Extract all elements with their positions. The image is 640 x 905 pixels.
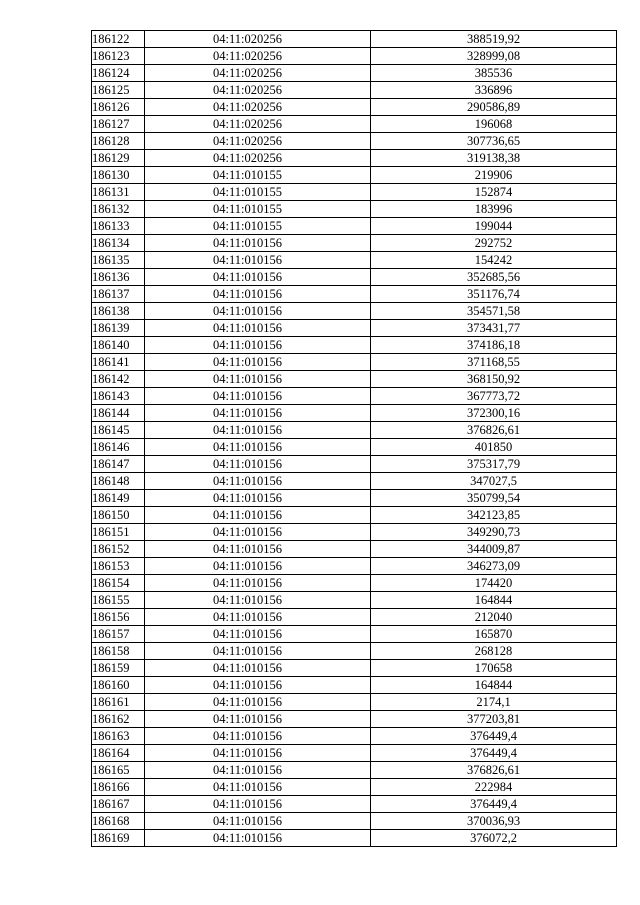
- value-cell: 165870: [371, 626, 617, 643]
- cadastral-code-text: 04:11:010156: [213, 304, 282, 318]
- table-row: [92, 422, 617, 439]
- table-row: [92, 456, 617, 473]
- cadastral-code-cell: [145, 31, 371, 48]
- table-row: [92, 473, 617, 490]
- table-row: [92, 31, 617, 48]
- cadastral-code-text: 04:11:010156: [213, 474, 282, 488]
- cadastral-code-cell: [145, 728, 371, 745]
- value-cell: 401850: [371, 439, 617, 456]
- table-row: [92, 643, 617, 660]
- table-row: [92, 405, 617, 422]
- value-cell: 352685,56: [371, 269, 617, 286]
- table-body: [92, 31, 617, 847]
- cadastral-code-cell: [145, 626, 371, 643]
- cadastral-code-text: 04:11:010156: [213, 559, 282, 573]
- cadastral-code-cell: [145, 592, 371, 609]
- table-row: [92, 762, 617, 779]
- row-id-cell: 186127: [92, 116, 145, 133]
- value-cell: 346273,09: [371, 558, 617, 575]
- value-cell: 371168,55: [371, 354, 617, 371]
- table-row: [92, 337, 617, 354]
- cadastral-code-cell: [145, 48, 371, 65]
- row-id-cell: 186161: [92, 694, 145, 711]
- cadastral-code-text: 04:11:010155: [213, 185, 282, 199]
- cadastral-code-text: 04:11:010155: [213, 202, 282, 216]
- table-row: [92, 439, 617, 456]
- cadastral-code-text: 04:11:010156: [213, 678, 282, 692]
- cadastral-code-cell: [145, 762, 371, 779]
- cadastral-code-text: 04:11:010156: [213, 457, 282, 471]
- row-id-cell: 186148: [92, 473, 145, 490]
- cadastral-code-text: 04:11:010156: [213, 712, 282, 726]
- table-row: [92, 235, 617, 252]
- cadastral-code-text: 04:11:010156: [213, 746, 282, 760]
- cadastral-code-cell: [145, 150, 371, 167]
- cadastral-code-text: 04:11:020256: [213, 83, 282, 97]
- table-row: [92, 490, 617, 507]
- row-id-cell: 186142: [92, 371, 145, 388]
- cadastral-code-text: 04:11:010156: [213, 423, 282, 437]
- cadastral-code-text: 04:11:020256: [213, 49, 282, 63]
- cadastral-code-cell: [145, 133, 371, 150]
- cadastral-code-text: 04:11:010156: [213, 610, 282, 624]
- value-cell: 336896: [371, 82, 617, 99]
- row-id-cell: 186152: [92, 541, 145, 558]
- row-id-cell: 186159: [92, 660, 145, 677]
- table-row: [92, 82, 617, 99]
- value-cell: 290586,89: [371, 99, 617, 116]
- cadastral-code-text: 04:11:020256: [213, 134, 282, 148]
- value-cell: 375317,79: [371, 456, 617, 473]
- table-row: [92, 711, 617, 728]
- cadastral-code-cell: [145, 694, 371, 711]
- table-row: [92, 558, 617, 575]
- cadastral-code-text: 04:11:010156: [213, 389, 282, 403]
- cadastral-code-text: 04:11:010156: [213, 372, 282, 386]
- cadastral-code-cell: [145, 507, 371, 524]
- cadastral-code-cell: [145, 830, 371, 847]
- table-row: [92, 201, 617, 218]
- cadastral-code-cell: [145, 677, 371, 694]
- table-row: [92, 626, 617, 643]
- row-id-cell: 186140: [92, 337, 145, 354]
- table-row: [92, 524, 617, 541]
- cadastral-code-cell: [145, 286, 371, 303]
- row-id-cell: 186133: [92, 218, 145, 235]
- value-cell: 377203,81: [371, 711, 617, 728]
- cadastral-code-cell: [145, 82, 371, 99]
- row-id-cell: 186123: [92, 48, 145, 65]
- row-id-cell: 186124: [92, 65, 145, 82]
- value-cell: 376072,2: [371, 830, 617, 847]
- cadastral-code-text: 04:11:020256: [213, 32, 282, 46]
- row-id-cell: 186141: [92, 354, 145, 371]
- table-row: [92, 65, 617, 82]
- table-row: [92, 507, 617, 524]
- table-row: [92, 167, 617, 184]
- cadastral-code-text: 04:11:020256: [213, 117, 282, 131]
- value-cell: 376449,4: [371, 728, 617, 745]
- table-row: [92, 99, 617, 116]
- cadastral-code-text: 04:11:010156: [213, 729, 282, 743]
- value-cell: 154242: [371, 252, 617, 269]
- table-row: [92, 48, 617, 65]
- cadastral-code-text: 04:11:010156: [213, 593, 282, 607]
- cadastral-code-text: 04:11:010155: [213, 219, 282, 233]
- cadastral-code-text: 04:11:010156: [213, 236, 282, 250]
- table-row: [92, 609, 617, 626]
- row-id-cell: 186145: [92, 422, 145, 439]
- row-id-cell: 186134: [92, 235, 145, 252]
- cadastral-code-cell: [145, 371, 371, 388]
- row-id-cell: 186155: [92, 592, 145, 609]
- value-cell: 152874: [371, 184, 617, 201]
- table-row: [92, 354, 617, 371]
- cadastral-code-cell: [145, 473, 371, 490]
- cadastral-code-text: 04:11:010156: [213, 406, 282, 420]
- row-id-cell: 186162: [92, 711, 145, 728]
- row-id-cell: 186167: [92, 796, 145, 813]
- cadastral-code-cell: [145, 422, 371, 439]
- value-cell: 349290,73: [371, 524, 617, 541]
- value-cell: 307736,65: [371, 133, 617, 150]
- data-table: [91, 30, 617, 847]
- table-row: [92, 694, 617, 711]
- table-row: [92, 133, 617, 150]
- value-cell: 319138,38: [371, 150, 617, 167]
- row-id-cell: 186129: [92, 150, 145, 167]
- table-row: [92, 218, 617, 235]
- table-row: [92, 728, 617, 745]
- row-id-cell: 186158: [92, 643, 145, 660]
- cadastral-code-cell: [145, 252, 371, 269]
- cadastral-code-cell: [145, 320, 371, 337]
- row-id-cell: 186165: [92, 762, 145, 779]
- row-id-cell: 186130: [92, 167, 145, 184]
- row-id-cell: 186125: [92, 82, 145, 99]
- cadastral-code-cell: [145, 711, 371, 728]
- cadastral-code-text: 04:11:010155: [213, 168, 282, 182]
- row-id-cell: 186168: [92, 813, 145, 830]
- row-id-cell: 186151: [92, 524, 145, 541]
- row-id-cell: 186128: [92, 133, 145, 150]
- cadastral-code-text: 04:11:010156: [213, 270, 282, 284]
- cadastral-code-text: 04:11:010156: [213, 627, 282, 641]
- cadastral-code-text: 04:11:010156: [213, 576, 282, 590]
- cadastral-code-cell: [145, 558, 371, 575]
- value-cell: 354571,58: [371, 303, 617, 320]
- table-row: [92, 813, 617, 830]
- table-row: [92, 660, 617, 677]
- row-id-cell: 186135: [92, 252, 145, 269]
- value-cell: 199044: [371, 218, 617, 235]
- value-cell: 376449,4: [371, 745, 617, 762]
- row-id-cell: 186136: [92, 269, 145, 286]
- row-id-cell: 186164: [92, 745, 145, 762]
- row-id-cell: 186146: [92, 439, 145, 456]
- row-id-cell: 186157: [92, 626, 145, 643]
- value-cell: 212040: [371, 609, 617, 626]
- cadastral-code-cell: [145, 184, 371, 201]
- cadastral-code-cell: [145, 439, 371, 456]
- value-cell: 367773,72: [371, 388, 617, 405]
- row-id-cell: 186138: [92, 303, 145, 320]
- row-id-cell: 186166: [92, 779, 145, 796]
- row-id-cell: 186144: [92, 405, 145, 422]
- value-cell: 344009,87: [371, 541, 617, 558]
- value-cell: 2174,1: [371, 694, 617, 711]
- cadastral-code-text: 04:11:020256: [213, 100, 282, 114]
- cadastral-code-text: 04:11:010156: [213, 491, 282, 505]
- cadastral-code-text: 04:11:010156: [213, 321, 282, 335]
- cadastral-code-text: 04:11:010156: [213, 253, 282, 267]
- table-row: [92, 150, 617, 167]
- cadastral-code-cell: [145, 269, 371, 286]
- cadastral-code-cell: [145, 354, 371, 371]
- cadastral-code-text: 04:11:010156: [213, 661, 282, 675]
- table-row: [92, 388, 617, 405]
- value-cell: 174420: [371, 575, 617, 592]
- cadastral-code-text: 04:11:010156: [213, 780, 282, 794]
- cadastral-code-text: 04:11:010156: [213, 338, 282, 352]
- row-id-cell: 186132: [92, 201, 145, 218]
- cadastral-code-cell: [145, 235, 371, 252]
- cadastral-code-text: 04:11:020256: [213, 66, 282, 80]
- value-cell: 376826,61: [371, 422, 617, 439]
- cadastral-code-text: 04:11:010156: [213, 355, 282, 369]
- table-row: [92, 184, 617, 201]
- value-cell: 370036,93: [371, 813, 617, 830]
- cadastral-code-cell: [145, 524, 371, 541]
- value-cell: 164844: [371, 677, 617, 694]
- table-row: [92, 286, 617, 303]
- row-id-cell: 186150: [92, 507, 145, 524]
- cadastral-code-text: 04:11:010156: [213, 525, 282, 539]
- value-cell: 372300,16: [371, 405, 617, 422]
- value-cell: 350799,54: [371, 490, 617, 507]
- table-row: [92, 252, 617, 269]
- cadastral-code-cell: [145, 405, 371, 422]
- table-row: [92, 796, 617, 813]
- cadastral-code-cell: [145, 575, 371, 592]
- cadastral-code-cell: [145, 456, 371, 473]
- cadastral-code-cell: [145, 813, 371, 830]
- table-row: [92, 371, 617, 388]
- table-row: [92, 677, 617, 694]
- cadastral-code-cell: [145, 660, 371, 677]
- row-id-cell: 186154: [92, 575, 145, 592]
- value-cell: 373431,77: [371, 320, 617, 337]
- row-id-cell: 186147: [92, 456, 145, 473]
- row-id-cell: 186163: [92, 728, 145, 745]
- cadastral-code-cell: [145, 65, 371, 82]
- table-row: [92, 745, 617, 762]
- cadastral-code-text: 04:11:010156: [213, 508, 282, 522]
- cadastral-code-cell: [145, 796, 371, 813]
- value-cell: 374186,18: [371, 337, 617, 354]
- row-id-cell: 186126: [92, 99, 145, 116]
- value-cell: 196068: [371, 116, 617, 133]
- cadastral-code-cell: [145, 99, 371, 116]
- value-cell: 268128: [371, 643, 617, 660]
- value-cell: 292752: [371, 235, 617, 252]
- cadastral-code-cell: [145, 167, 371, 184]
- table-row: [92, 303, 617, 320]
- value-cell: 351176,74: [371, 286, 617, 303]
- cadastral-code-text: 04:11:010156: [213, 440, 282, 454]
- row-id-cell: 186169: [92, 830, 145, 847]
- row-id-cell: 186139: [92, 320, 145, 337]
- value-cell: 170658: [371, 660, 617, 677]
- cadastral-code-text: 04:11:010156: [213, 797, 282, 811]
- table-row: [92, 541, 617, 558]
- value-cell: 219906: [371, 167, 617, 184]
- cadastral-code-text: 04:11:010156: [213, 814, 282, 828]
- cadastral-code-text: 04:11:010156: [213, 831, 282, 845]
- value-cell: 347027,5: [371, 473, 617, 490]
- cadastral-code-cell: [145, 388, 371, 405]
- cadastral-code-cell: [145, 201, 371, 218]
- cadastral-code-cell: [145, 303, 371, 320]
- value-cell: 368150,92: [371, 371, 617, 388]
- row-id-cell: 186153: [92, 558, 145, 575]
- row-id-cell: 186156: [92, 609, 145, 626]
- cadastral-code-cell: [145, 609, 371, 626]
- cadastral-code-text: 04:11:010156: [213, 287, 282, 301]
- cadastral-code-text: 04:11:010156: [213, 763, 282, 777]
- value-cell: 385536: [371, 65, 617, 82]
- table-row: [92, 320, 617, 337]
- cadastral-code-cell: [145, 745, 371, 762]
- row-id-cell: 186137: [92, 286, 145, 303]
- table-row: [92, 269, 617, 286]
- cadastral-code-cell: [145, 541, 371, 558]
- table-row: [92, 116, 617, 133]
- table-row: [92, 575, 617, 592]
- value-cell: 376826,61: [371, 762, 617, 779]
- cadastral-code-cell: [145, 218, 371, 235]
- cadastral-code-cell: [145, 779, 371, 796]
- table-row: [92, 592, 617, 609]
- cadastral-code-cell: [145, 643, 371, 660]
- cadastral-code-text: 04:11:010156: [213, 695, 282, 709]
- cadastral-code-text: 04:11:010156: [213, 644, 282, 658]
- cadastral-code-cell: [145, 337, 371, 354]
- cadastral-code-cell: [145, 490, 371, 507]
- value-cell: 222984: [371, 779, 617, 796]
- value-cell: 388519,92: [371, 31, 617, 48]
- value-cell: 376449,4: [371, 796, 617, 813]
- row-id-cell: 186131: [92, 184, 145, 201]
- table-row: [92, 779, 617, 796]
- value-cell: 183996: [371, 201, 617, 218]
- value-cell: 164844: [371, 592, 617, 609]
- cadastral-code-cell: [145, 116, 371, 133]
- row-id-cell: 186122: [92, 31, 145, 48]
- value-cell: 342123,85: [371, 507, 617, 524]
- row-id-cell: 186143: [92, 388, 145, 405]
- cadastral-code-text: 04:11:020256: [213, 151, 282, 165]
- row-id-cell: 186149: [92, 490, 145, 507]
- value-cell: 328999,08: [371, 48, 617, 65]
- row-id-cell: 186160: [92, 677, 145, 694]
- table-row: [92, 830, 617, 847]
- cadastral-code-text: 04:11:010156: [213, 542, 282, 556]
